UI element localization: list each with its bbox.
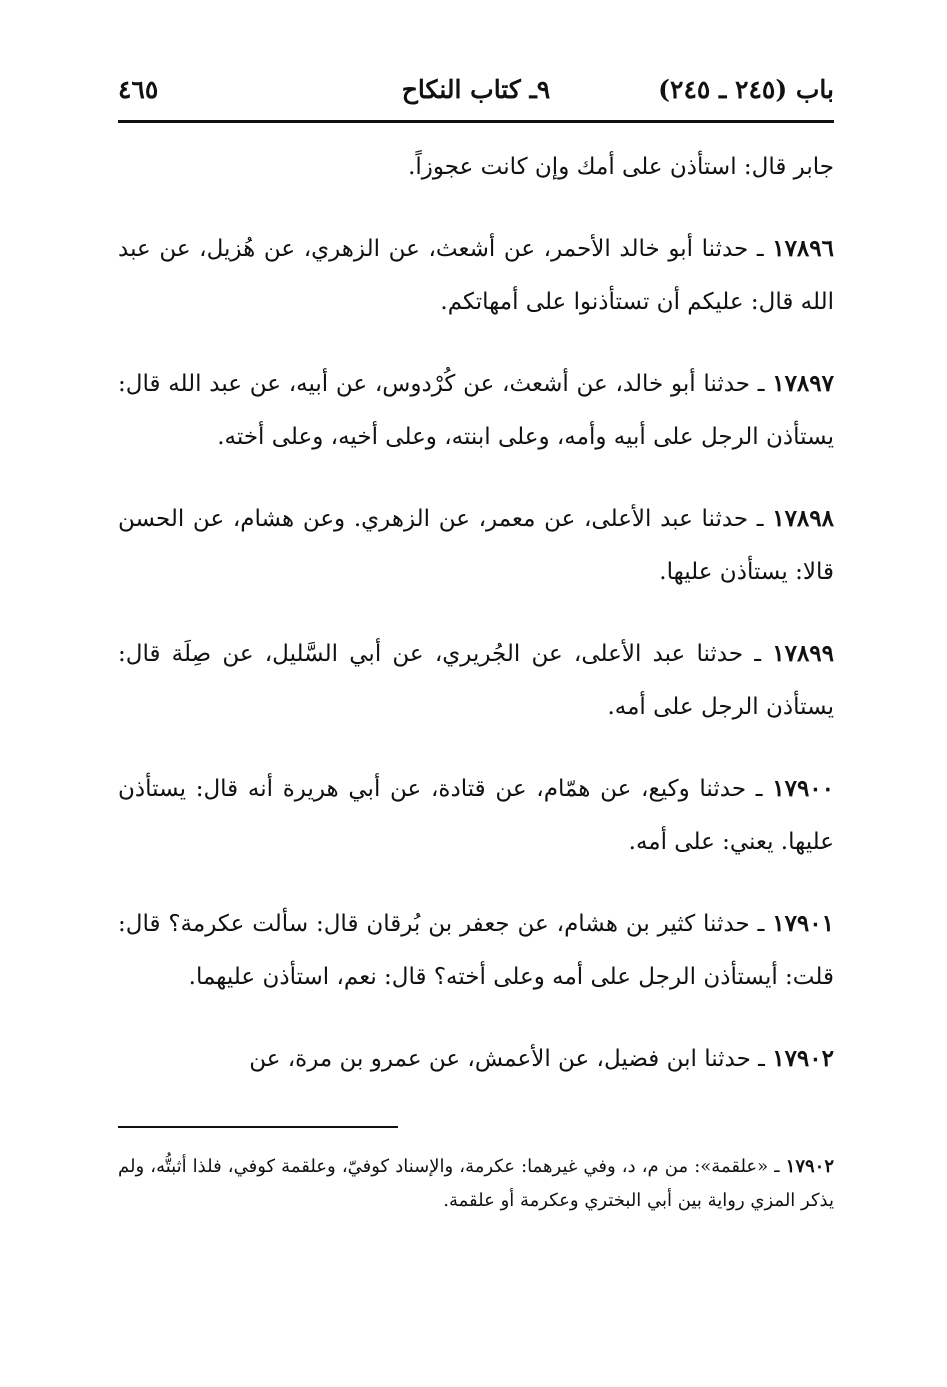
hadith-text: ـ حدثنا كثير بن هشام، عن جعفر بن بُرقان قال: سألت عكرمة؟ قال: قلت: أيستأذن الرجل على أمه وعلى أخته؟ قال: نعم، استأذن عليهما. bbox=[118, 911, 834, 990]
footnote-number: ١٧٩٠٢ bbox=[785, 1156, 834, 1177]
hadith-17901 bbox=[118, 897, 834, 1004]
hadith-number: ١٧٩٠٢ bbox=[772, 1045, 834, 1072]
hadith-number: ١٧٩٠٠ bbox=[772, 775, 835, 802]
footnote-text: ـ «علقمة»: من م، د، وفي غيرهما: عكرمة، والإسناد كوفيّ، وعلقمة كوفي، فلذا أثبتُّه، ولم يذكر المزي رواية بين أبي البختري وعكرمة أو علقمة. bbox=[118, 1156, 834, 1211]
hadith-number: ١٧٨٩٦ bbox=[772, 235, 834, 262]
page-header bbox=[118, 60, 834, 123]
hadith-text: ـ حدثنا أبو خالد الأحمر، عن أشعث، عن الزهري، عن هُزيل، عن عبد الله قال: عليكم أن تستأذنوا على أمهاتكم. bbox=[118, 236, 834, 315]
hadith-text: ـ حدثنا وكيع، عن همّام، عن قتادة، عن أبي هريرة أنه قال: يستأذن عليها. يعني: على أمه. bbox=[118, 776, 834, 855]
hadith-17898 bbox=[118, 492, 834, 599]
chapter-reference: باب (٢٤٥ ـ ٢٤٥) bbox=[658, 75, 834, 104]
footnote-divider bbox=[118, 1126, 398, 1128]
hadith-text: ـ حدثنا عبد الأعلى، عن الجُريري، عن أبي السَّليل، عن صِلَة قال: يستأذن الرجل على أمه. bbox=[118, 641, 834, 720]
hadith-number: ١٧٨٩٩ bbox=[772, 640, 835, 667]
paragraph-text: جابر قال: استأذن على أمك وإن كانت عجوزاً. bbox=[408, 154, 834, 180]
hadith-17897 bbox=[118, 357, 834, 464]
paragraph-continuation bbox=[118, 141, 834, 194]
page-number: ٤٦٥ bbox=[118, 75, 159, 104]
footnote bbox=[118, 1150, 834, 1218]
book-page bbox=[118, 60, 834, 1236]
book-title: ٩ـ كتاب النكاح bbox=[401, 75, 551, 104]
hadith-text: ـ حدثنا ابن فضيل، عن الأعمش، عن عمرو بن مرة، عن bbox=[249, 1046, 765, 1072]
hadith-17900 bbox=[118, 762, 834, 869]
hadith-number: ١٧٩٠١ bbox=[772, 910, 834, 937]
hadith-number: ١٧٨٩٨ bbox=[772, 505, 834, 532]
hadith-text: ـ حدثنا أبو خالد، عن أشعث، عن كُرْدوس، عن أبيه، عن عبد الله قال: يستأذن الرجل على أبيه وأمه، وعلى ابنته، وعلى أخيه، وعلى أخته. bbox=[118, 371, 834, 450]
hadith-17899 bbox=[118, 627, 834, 734]
hadith-text: ـ حدثنا عبد الأعلى، عن معمر، عن الزهري. وعن هشام، عن الحسن قالا: يستأذن عليها. bbox=[118, 506, 834, 585]
page-body bbox=[118, 141, 834, 1086]
hadith-number: ١٧٨٩٧ bbox=[772, 370, 834, 397]
hadith-17896 bbox=[118, 222, 834, 329]
hadith-17902 bbox=[118, 1032, 834, 1086]
